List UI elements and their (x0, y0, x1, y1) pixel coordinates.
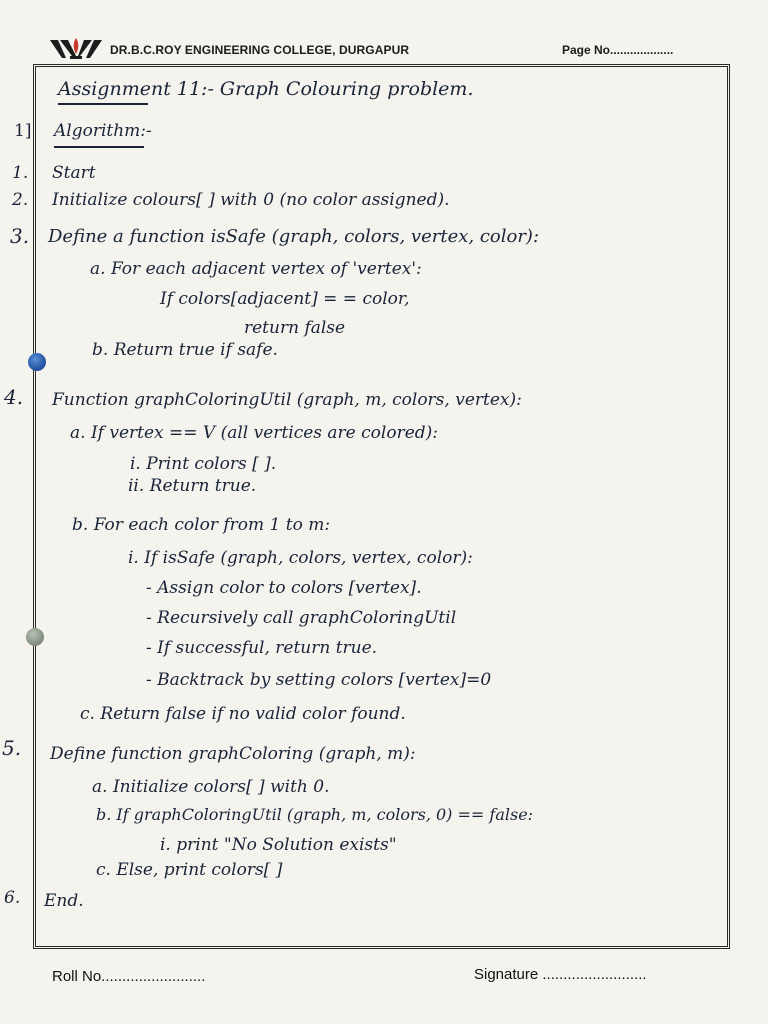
substep: i. Print colors [ ]. (130, 454, 277, 474)
substep: a. If vertex == V (all vertices are colored): (70, 423, 438, 443)
step-number: 3. (10, 224, 30, 248)
substep: i. If isSafe (graph, colors, vertex, color): (128, 548, 473, 568)
substep: i. print "No Solution exists" (160, 835, 397, 855)
algorithm-heading: Algorithm:- (54, 121, 152, 141)
step-define-coloring: Define function graphColoring (graph, m): (50, 744, 416, 764)
page-header (0, 0, 768, 62)
section-number: 1] (14, 121, 32, 141)
substep: - Assign color to colors [vertex]. (146, 578, 422, 598)
step-number: 5. (2, 736, 22, 760)
substep: - If successful, return true. (146, 638, 378, 658)
step-number: 2. (12, 190, 29, 210)
substep: a. Initialize colors[ ] with 0. (92, 777, 330, 797)
substep: b. Return true if safe. (92, 340, 278, 360)
roll-number-field: Roll No......................... (52, 968, 206, 985)
step-end: End. (44, 891, 84, 911)
page-number-field: Page No................... (562, 43, 674, 57)
substep: If colors[adjacent] = = color, (160, 289, 410, 309)
assignment-title: Assignment 11:- Graph Colouring problem. (58, 78, 474, 100)
substep: b. For each color from 1 to m: (72, 515, 331, 535)
substep: a. For each adjacent vertex of 'vertex': (90, 259, 422, 279)
college-logo-icon (50, 36, 102, 62)
substep: ii. Return true. (128, 476, 257, 496)
step-number: 4. (4, 385, 24, 409)
step-start: Start (52, 163, 96, 183)
college-name: DR.B.C.ROY ENGINEERING COLLEGE, DURGAPUR (110, 43, 410, 57)
step-number: 1. (12, 163, 29, 183)
substep: b. If graphColoringUtil (graph, m, colors, 0) == false: (96, 805, 534, 824)
step-define-issafe: Define a function isSafe (graph, colors, vertex, color): (48, 226, 540, 247)
binder-hole-blue (28, 353, 46, 371)
substep: return false (244, 318, 346, 338)
step-initialize: Initialize colours[ ] with 0 (no color assigned). (52, 190, 450, 210)
signature-field: Signature ......................... (474, 966, 647, 983)
step-number: 6. (4, 888, 21, 908)
heading-underline (54, 146, 144, 148)
title-underline (58, 103, 148, 105)
substep: c. Else, print colors[ ] (96, 860, 283, 880)
substep: - Recursively call graphColoringUtil (146, 608, 457, 628)
substep: c. Return false if no valid color found. (80, 704, 406, 724)
binder-hole-grey (26, 628, 44, 646)
step-function-util: Function graphColoringUtil (graph, m, colors, vertex): (52, 390, 522, 410)
substep: - Backtrack by setting colors [vertex]=0 (146, 670, 492, 690)
